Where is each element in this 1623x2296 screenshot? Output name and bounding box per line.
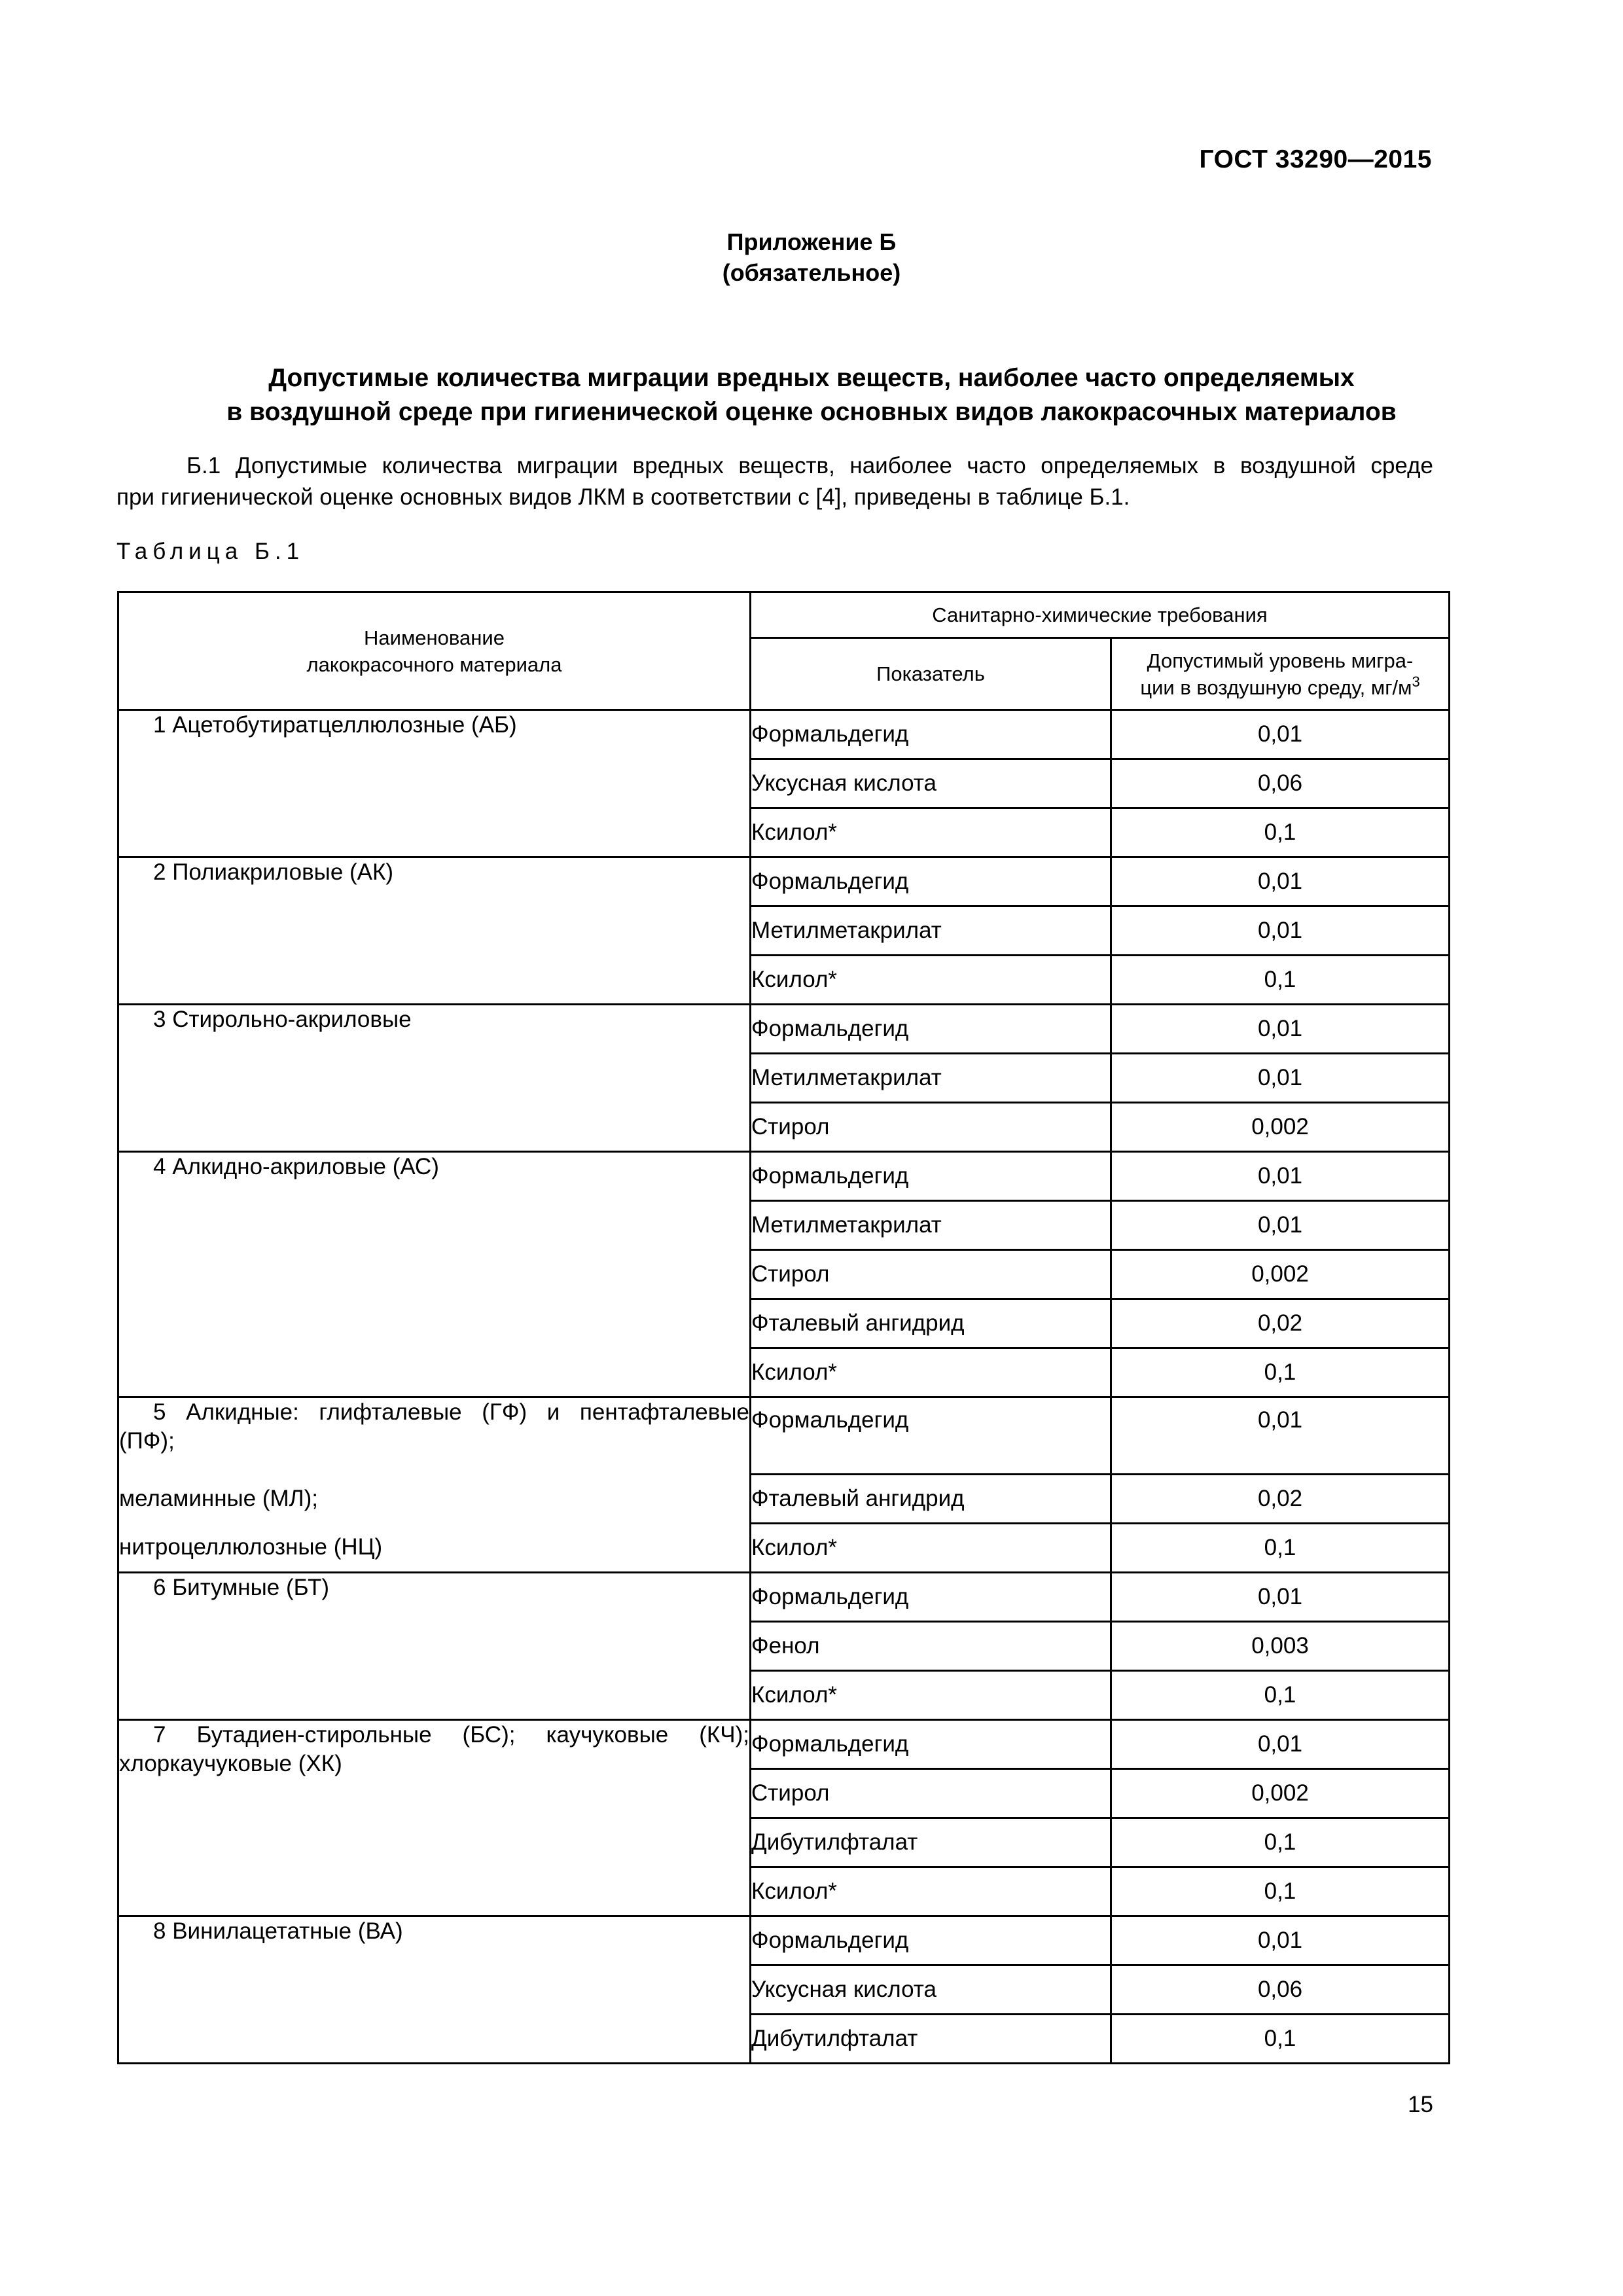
value-cell: 0,1 <box>1111 2015 1450 2064</box>
indicator-cell: Стирол <box>751 1103 1111 1152</box>
material-name-cell <box>118 857 751 1005</box>
section-heading <box>0 361 1623 429</box>
indicator-cell: Фталевый ангидрид <box>751 1475 1111 1524</box>
value-cell: 0,01 <box>1111 1152 1450 1201</box>
header-sanitary-group: Санитарно-химические требования <box>751 592 1450 638</box>
intro-line-1: Б.1 Допустимые количества миграции вредных веществ, наиболее часто определяемых в воздушной среде <box>187 453 1433 478</box>
migration-limits-table <box>117 591 1450 2064</box>
page-number: 15 <box>1408 2092 1433 2117</box>
value-cell: 0,002 <box>1111 1250 1450 1299</box>
indicator-cell: Дибутилфталат <box>751 2015 1111 2064</box>
table-row <box>118 710 1450 759</box>
value-cell: 0,01 <box>1111 1054 1450 1103</box>
indicator-cell: Стирол <box>751 1250 1111 1299</box>
material-name-cell <box>118 1573 751 1720</box>
value-cell: 0,1 <box>1111 1348 1450 1397</box>
material-name: 2 Полиакриловые (АК) <box>153 859 394 885</box>
material-name-cell <box>118 1916 751 2064</box>
material-name: 8 Винилацетатные (ВА) <box>153 1918 403 1944</box>
value-cell: 0,1 <box>1111 1818 1450 1867</box>
indicator-cell: Формальдегид <box>751 857 1111 906</box>
value-cell: 0,01 <box>1111 857 1450 906</box>
value-cell: 0,01 <box>1111 1573 1450 1622</box>
header-level-line-1: Допустимый уровень мигра- <box>1147 649 1414 672</box>
table-row <box>118 857 1450 906</box>
material-subname-nitrocellulose: нитроцеллюлозные (НЦ) <box>118 1524 751 1573</box>
value-cell: 0,01 <box>1111 1720 1450 1769</box>
indicator-cell: Фталевый ангидрид <box>751 1299 1111 1348</box>
heading-line-2: в воздушной среде при гигиенической оценке основных видов лакокрасочных материалов <box>226 398 1397 426</box>
appendix-status: (обязательное) <box>722 259 901 286</box>
header-material-name-line-2: лакокрасочного материала <box>306 653 562 676</box>
intro-line-2: при гигиенической оценке основных видов ЛКМ в соответствии с [4], приведены в таблице Б.1. <box>116 484 1130 510</box>
value-cell: 0,1 <box>1111 1524 1450 1573</box>
value-cell: 0,01 <box>1111 1201 1450 1250</box>
value-cell: 0,06 <box>1111 759 1450 808</box>
material-name-line-1: 7 Бутадиен-стирольные (БС); каучуковые (КЧ); <box>153 1722 749 1748</box>
table-row <box>118 1573 1450 1622</box>
table-row <box>118 1475 1450 1524</box>
indicator-cell: Метилметакрилат <box>751 906 1111 956</box>
table-row <box>118 1720 1450 1769</box>
material-name-cell <box>118 1005 751 1152</box>
value-cell: 0,01 <box>1111 710 1450 759</box>
header-material-name <box>118 592 751 710</box>
value-cell: 0,002 <box>1111 1103 1450 1152</box>
material-name-cell <box>118 710 751 857</box>
indicator-cell: Метилметакрилат <box>751 1054 1111 1103</box>
header-level-line-2 <box>1112 674 1448 701</box>
material-name-line-2: хлоркаучуковые (ХК) <box>119 1751 342 1776</box>
material-name: 6 Битумные (БТ) <box>153 1575 330 1600</box>
indicator-cell: Формальдегид <box>751 1720 1111 1769</box>
indicator-cell: Фенол <box>751 1622 1111 1671</box>
material-name: 4 Алкидно-акриловые (АС) <box>153 1154 439 1179</box>
value-cell: 0,1 <box>1111 1867 1450 1916</box>
material-name-line-2: (ПФ); <box>119 1428 175 1454</box>
value-cell: 0,01 <box>1111 1397 1450 1475</box>
value-cell: 0,1 <box>1111 1671 1450 1720</box>
value-cell: 0,003 <box>1111 1622 1450 1671</box>
header-indicator: Показатель <box>751 638 1111 710</box>
indicator-cell: Ксилол* <box>751 808 1111 857</box>
material-name: 3 Стирольно-акриловые <box>153 1007 412 1032</box>
indicator-cell: Формальдегид <box>751 710 1111 759</box>
appendix-title: Приложение Б <box>726 228 897 255</box>
heading-line-1: Допустимые количества миграции вредных веществ, наиболее часто определяемых <box>268 364 1355 392</box>
header-material-name-line-1: Наименование <box>364 626 505 649</box>
indicator-cell: Уксусная кислота <box>751 759 1111 808</box>
indicator-cell: Ксилол* <box>751 1671 1111 1720</box>
indicator-cell: Стирол <box>751 1769 1111 1818</box>
material-name: 1 Ацетобутиратцеллюлозные (АБ) <box>153 712 517 738</box>
indicator-cell: Метилметакрилат <box>751 1201 1111 1250</box>
indicator-cell: Формальдегид <box>751 1916 1111 1965</box>
indicator-cell: Дибутилфталат <box>751 1818 1111 1867</box>
material-name-cell <box>118 1720 751 1916</box>
value-cell: 0,01 <box>1111 906 1450 956</box>
indicator-cell: Ксилол* <box>751 1867 1111 1916</box>
indicator-cell: Формальдегид <box>751 1573 1111 1622</box>
indicator-cell: Ксилол* <box>751 1524 1111 1573</box>
indicator-cell: Формальдегид <box>751 1152 1111 1201</box>
header-level-sup: 3 <box>1412 673 1420 690</box>
material-name-cell <box>118 1152 751 1397</box>
value-cell: 0,01 <box>1111 1005 1450 1054</box>
table-row <box>118 1397 1450 1475</box>
table-row <box>118 1916 1450 1965</box>
indicator-cell: Ксилол* <box>751 956 1111 1005</box>
table-row <box>118 1524 1450 1573</box>
intro-paragraph <box>116 450 1433 513</box>
value-cell: 0,01 <box>1111 1916 1450 1965</box>
value-cell: 0,1 <box>1111 956 1450 1005</box>
indicator-cell: Формальдегид <box>751 1005 1111 1054</box>
value-cell: 0,06 <box>1111 1965 1450 2015</box>
appendix-header <box>0 226 1623 288</box>
value-cell: 0,02 <box>1111 1299 1450 1348</box>
indicator-cell: Формальдегид <box>751 1397 1111 1475</box>
material-name-cell <box>118 1397 751 1475</box>
header-level-text: ции в воздушную среду, мг/м <box>1140 675 1412 699</box>
header-allowed-level <box>1111 638 1450 710</box>
value-cell: 0,002 <box>1111 1769 1450 1818</box>
value-cell: 0,1 <box>1111 808 1450 857</box>
indicator-cell: Уксусная кислота <box>751 1965 1111 2015</box>
document-code: ГОСТ 33290—2015 <box>1199 145 1432 173</box>
table-row <box>118 1005 1450 1054</box>
value-cell: 0,02 <box>1111 1475 1450 1524</box>
material-subname-melamine: меламинные (МЛ); <box>118 1475 751 1524</box>
table-row <box>118 1152 1450 1201</box>
table-caption: Таблица Б.1 <box>116 539 305 564</box>
indicator-cell: Ксилол* <box>751 1348 1111 1397</box>
material-name-line-1: 5 Алкидные: глифталевые (ГФ) и пентафталевые <box>153 1399 749 1425</box>
